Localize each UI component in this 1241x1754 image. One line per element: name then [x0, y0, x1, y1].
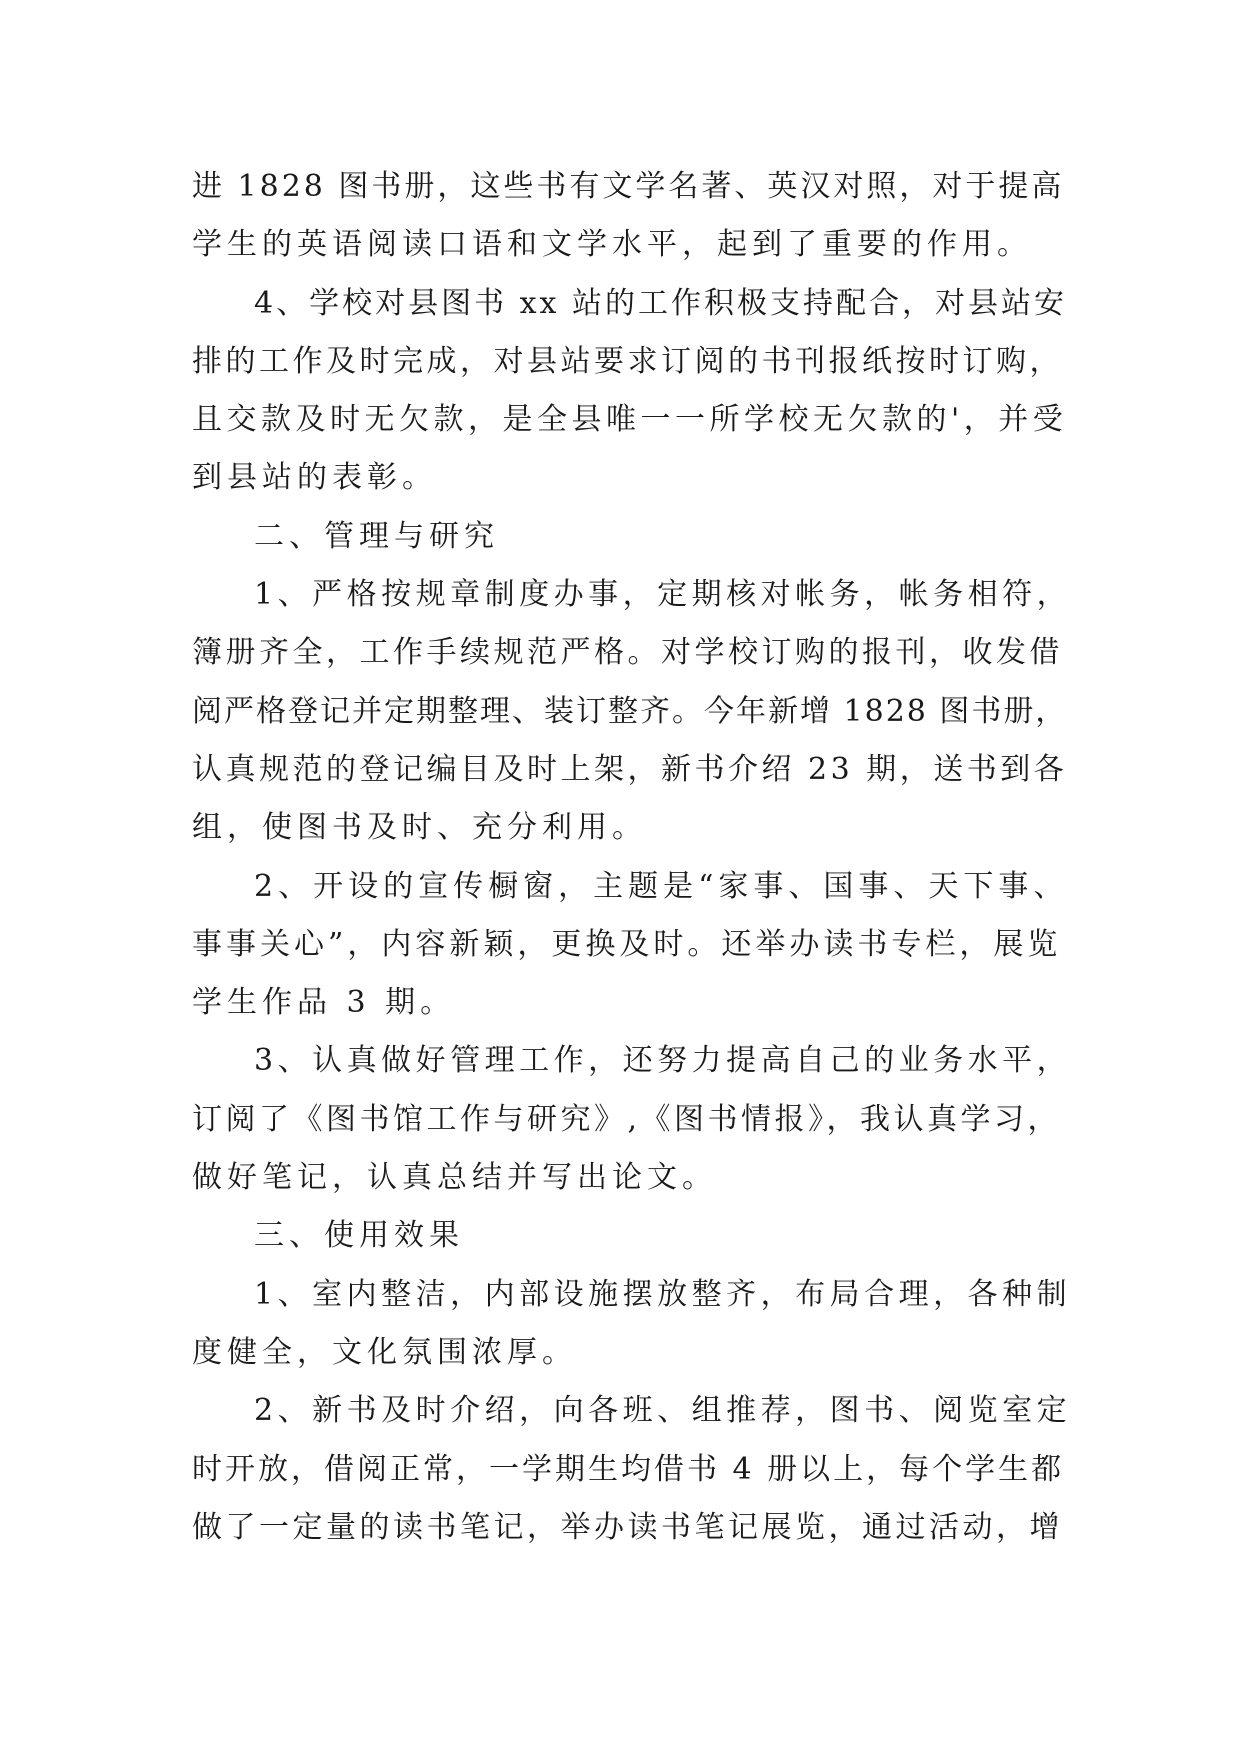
- text-line: 2、新书及时介绍，向各班、组推荐，图书、阅览室定: [254, 1393, 1072, 1429]
- section-heading: 三、使用效果: [254, 1218, 464, 1254]
- text-line: 且交款及时无欠款，是全县唯一一所学校无欠款的'，并受: [192, 402, 1068, 438]
- text-line: 2、开设的宣传橱窗，主题是“家事、国事、天下事、: [254, 868, 1069, 904]
- document-body: [192, 158, 1072, 1557]
- text-line: 学生作品 3 期。: [192, 985, 456, 1021]
- section-heading: 二、管理与研究: [254, 518, 499, 554]
- text-line: 学生的英语阅读口语和文学水平，起到了重要的作用。: [192, 227, 1032, 263]
- text-line: 事事关心”，内容新颖，更换及时。还举办读书专栏，展览: [192, 926, 1062, 962]
- text-line: 认真规范的登记编目及时上架，新书介绍 23 期，送书到各: [192, 751, 1068, 787]
- text-line: 进 1828 图书册，这些书有文学名著、英汉对照，对于提高: [192, 169, 1065, 204]
- text-line: 到县站的表彰。: [192, 460, 437, 496]
- text-line: 1、严格按规章制度办事，定期核对帐务，帐务相符，: [254, 577, 1072, 613]
- text-line: 订阅了《图书馆工作与研究》,《图书情报》，我认真学习，: [192, 1101, 1062, 1137]
- text-line: 簿册齐全，工作手续规范严格。对学校订购的报刊，收发借: [192, 635, 1063, 671]
- text-line: 3、认真做好管理工作，还努力提高自己的业务水平，: [254, 1043, 1072, 1079]
- text-line: 时开放，借阅正常，一学期生均借书 4 册以上，每个学生都: [192, 1451, 1065, 1487]
- text-line: 4、学校对县图书 xx 站的工作积极支持配合，对县站安: [254, 285, 1067, 321]
- text-line: 排的工作及时完成，对县站要求订阅的书刊报纸按时订购，: [192, 343, 1063, 379]
- text-line: 做好笔记，认真总结并写出论文。: [192, 1160, 717, 1196]
- text-line: 度健全，文化氛围浓厚。: [192, 1334, 577, 1370]
- text-line: 1、室内整洁，内部设施摆放整齐，布局合理，各种制: [254, 1276, 1072, 1312]
- text-line: 阅严格登记并定期整理、装订整齐。今年新增 1828 图书册，: [192, 693, 1068, 729]
- text-line: 做了一定量的读书笔记，举办读书笔记展览，通过活动，增: [192, 1509, 1063, 1545]
- text-line: 组，使图书及时、充分利用。: [192, 810, 647, 846]
